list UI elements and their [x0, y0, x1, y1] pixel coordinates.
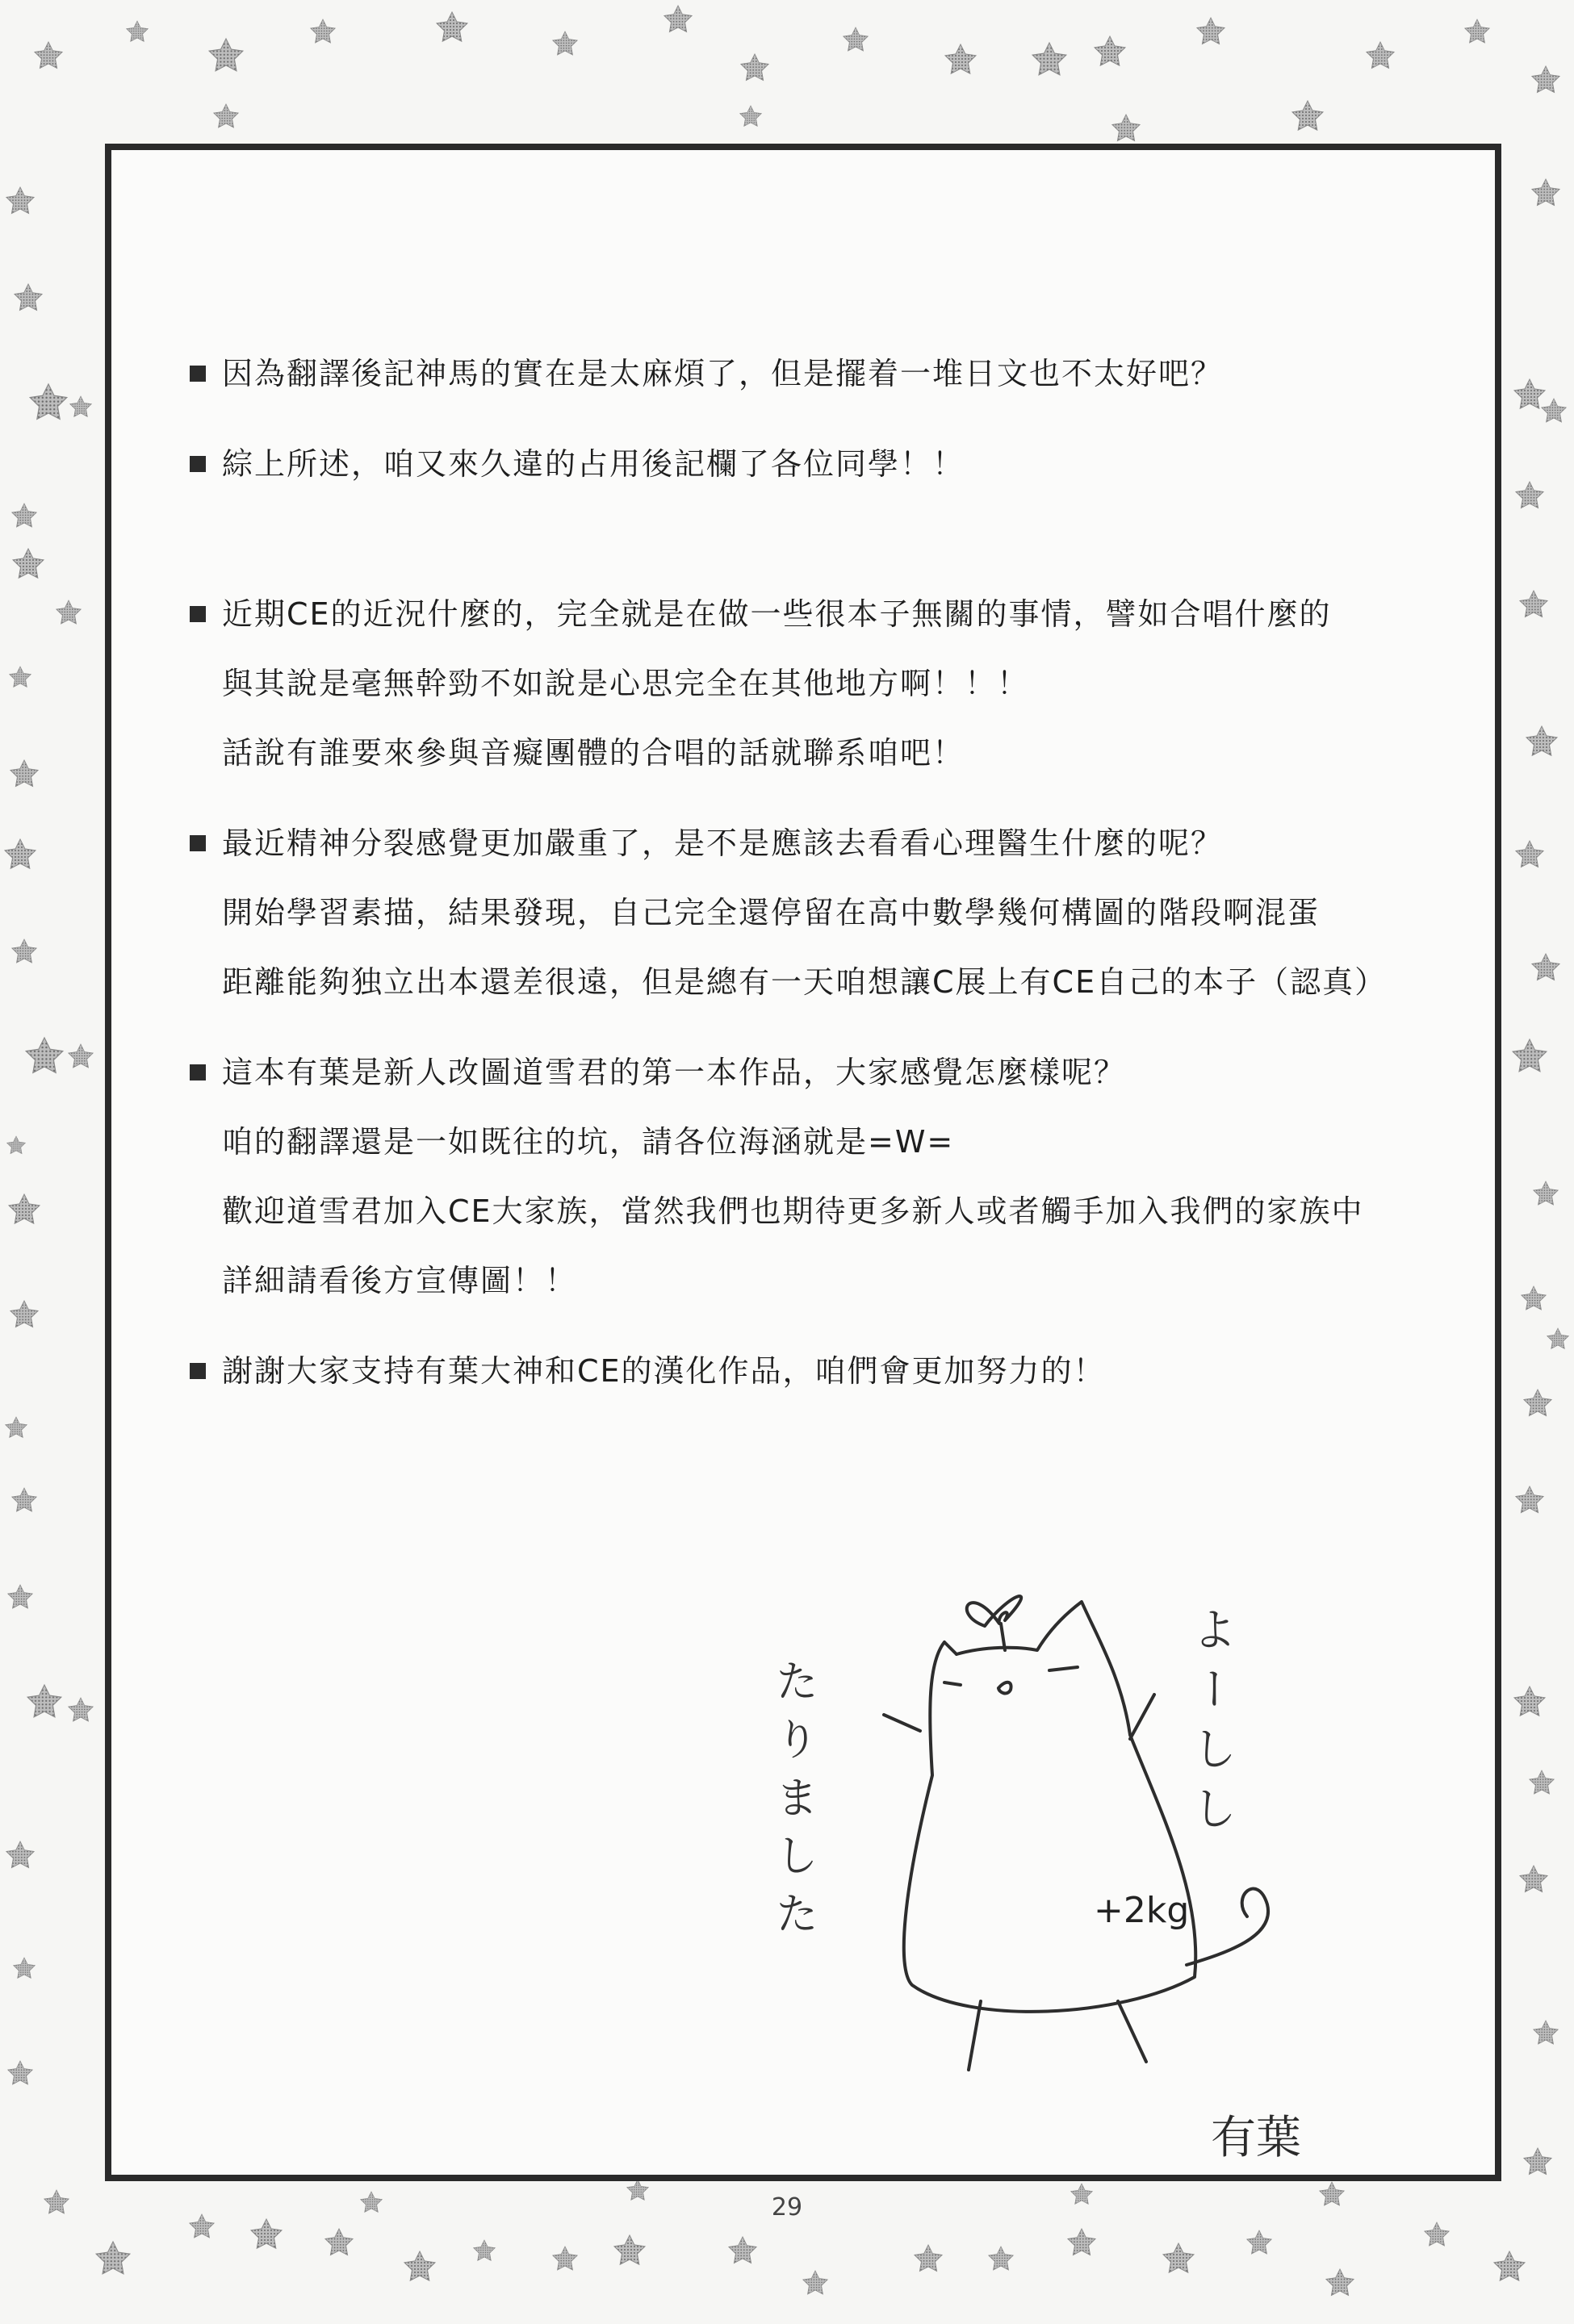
note-line: 最近精神分裂感覺更加嚴重了，是不是應該去看看心理醫生什麼的呢？	[222, 826, 1224, 861]
note-line: 開始學習素描，結果發現，自己完全還停留在高中數學幾何構圖的階段啊混蛋	[222, 895, 1321, 930]
note-line: 距離能夠独立出本還差很遠，但是總有一天咱想讓C展上有CE自己的本子（認真）	[222, 964, 1388, 1000]
note-line: 歡迎道雪君加入CE大家族，當然我們也期待更多新人或者觸手加入我們的家族中	[222, 1193, 1364, 1229]
note-line: 因為翻譯後記神馬的實在是太麻煩了，但是擺着一堆日文也不太好吧？	[222, 356, 1224, 391]
author-signature: 有葉	[1211, 2112, 1301, 2164]
weight-label: +2kg	[1094, 1890, 1190, 1931]
note-line: 詳細請看後方宣傳圖！！	[222, 1263, 578, 1298]
page-number: 29	[771, 2193, 803, 2222]
note-line: 與其說是毫無幹勁不如說是心思完全在其他地方啊！！！	[222, 666, 1030, 701]
note-line: 綜上所述，咱又來久違的占用後記欄了各位同學！！	[222, 446, 965, 482]
sketch-text-right: よーしし	[1185, 1606, 1237, 1845]
note-line: 近期CE的近況什麼的，完全就是在做一些很本子無關的事情，譬如合唱什麼的	[222, 596, 1332, 632]
sketch-text-left: たりました	[768, 1658, 819, 1949]
note-line: 話說有誰要來參與音癡團體的合唱的話就聯系咱吧！	[222, 735, 965, 771]
note-line: 謝謝大家支持有葉大神和CE的漢化作品，咱們會更加努力的！	[222, 1353, 1106, 1389]
note-line: 這本有葉是新人改圖道雪君的第一本作品，大家感覺怎麼樣呢？	[222, 1055, 1127, 1090]
note-line: 咱的翻譯還是一如既往的坑，請各位海涵就是=W=	[222, 1124, 955, 1160]
